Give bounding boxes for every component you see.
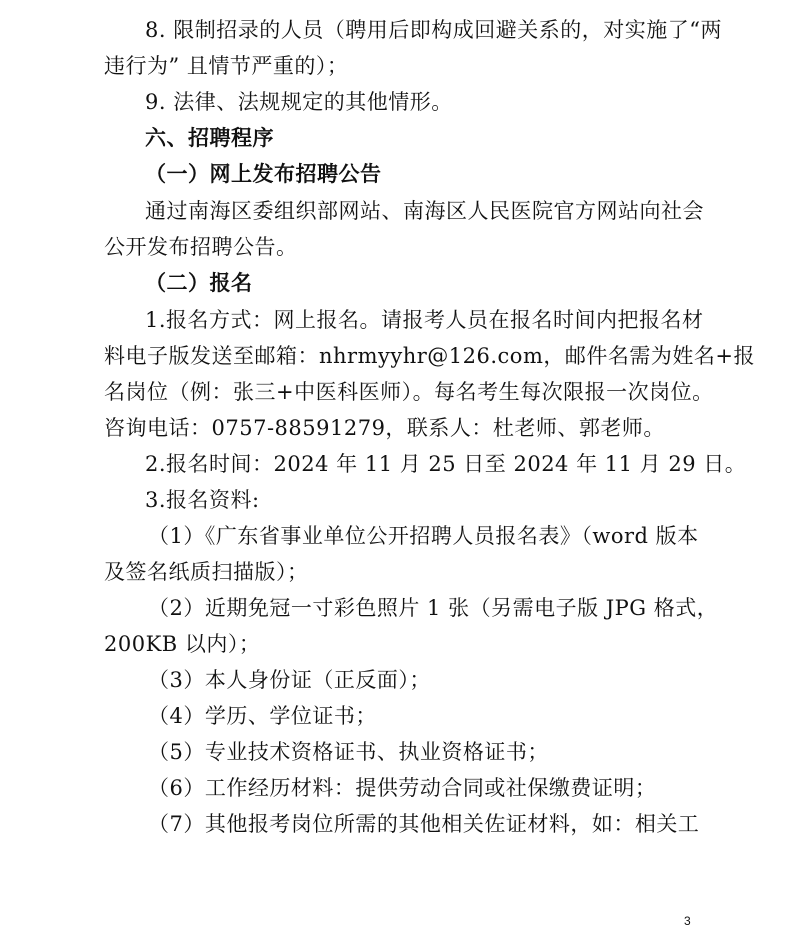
text-line-14: 3.报名资料: — [145, 488, 260, 512]
text-line-13: 2.报名时间：2024 年 11 月 25 日至 2024 年 11 月 29 日。 — [145, 452, 747, 476]
text-line-2: 违行为” 且情节严重的）； — [104, 54, 349, 78]
text-line-1: 8. 限制招录的人员（聘用后即构成回避关系的，对实施了“两 — [145, 18, 722, 42]
text-line-6: 通过南海区委组织部网站、南海区人民医院官方网站向社会 — [145, 199, 704, 223]
text-line-16: 及签名纸质扫描版）； — [104, 560, 309, 584]
text-line-17: （2）近期免冠一寸彩色照片 1 张（另需电子版 JPG 格式， — [148, 596, 719, 620]
text-line-21: （5）专业技术资格证书、执业资格证书； — [148, 740, 549, 764]
text-line-3: 9. 法律、法规规定的其他情形。 — [145, 90, 453, 114]
text-line-23: （7）其他报考岗位所需的其他相关佐证材料，如：相关工 — [148, 812, 700, 836]
text-line-22: （6）工作经历材料：提供劳动合同或社保缴费证明； — [148, 776, 657, 800]
text-line-9: 1.报名方式：网上报名。请报考人员在报名时间内把报名材 — [145, 308, 704, 332]
text-line-7: 公开发布招聘公告。 — [104, 235, 298, 259]
text-line-10: 料电子版发送至邮箱：nhrmyyhr@126.com，邮件名需为姓名+报 — [104, 344, 755, 368]
text-line-18: 200KB 以内）； — [104, 632, 261, 656]
section-heading: 六、招聘程序 — [145, 126, 274, 150]
subsection-heading-2: （二）报名 — [145, 271, 253, 295]
text-line-11: 名岗位（例：张三+中医科医师）。每名考生每次限报一次岗位。 — [104, 380, 714, 404]
subsection-heading-1: （一）网上发布招聘公告 — [145, 162, 382, 186]
page-number: 3 — [684, 914, 691, 928]
text-line-19: （3）本人身份证（正反面）； — [148, 668, 431, 692]
text-line-12: 咨询电话：0757-88591279，联系人：杜老师、郭老师。 — [104, 416, 665, 440]
text-line-20: （4）学历、学位证书； — [148, 704, 377, 728]
text-line-15: （1）《广东省事业单位公开招聘人员报名表》（word 版本 — [148, 524, 699, 548]
